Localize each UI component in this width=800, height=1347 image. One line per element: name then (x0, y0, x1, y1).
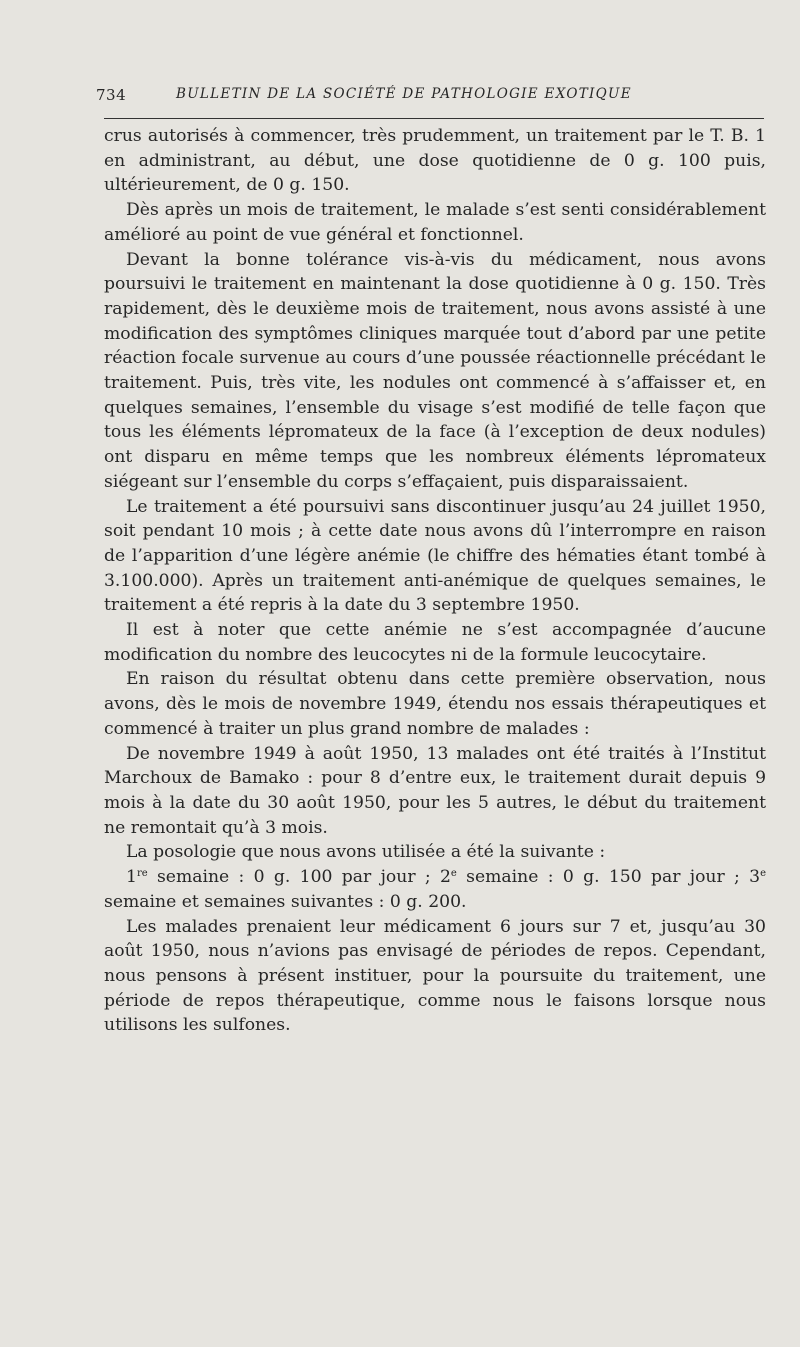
paragraph-continuation: crus autorisés à commencer, très prudemment, un traitement par le T. B. 1 en administrant, au début, une dose quotidienne de 0 g. 100 puis, ultérieurement, de 0 g. 150. (104, 126, 766, 196)
paragraph: Dès après un mois de traitement, le malade s’est senti considérablement amélioré au point de vue général et fonctionnel. (104, 200, 766, 245)
week2-number: 2 (439, 867, 451, 888)
dosage-schedule (104, 865, 766, 914)
paragraph: Les malades prenaient leur médicament 6 jours sur 7 et, jusqu’au 30 août 1950, nous n’avions pas envisagé de périodes de repos. Cependant, nous pensons à présent instituer, pour la poursuite du traitement, une période de repos thérapeutique, comme nous le faisons lorsque nous utilisons les sulfones. (104, 916, 766, 1036)
paragraph: En raison du résultat obtenu dans cette première observation, nous avons, dès le mois de novembre 1949, étendu nos essais thérapeutiques et commencé à traiter un plus grand nombre de malades : (104, 669, 766, 739)
week1-dose: semaine : 0 g. 100 par jour ; (147, 867, 440, 888)
paragraph: De novembre 1949 à août 1950, 13 malades ont été traités à l’Institut Marchoux de Bamako : pour 8 d’entre eux, le traitement durait depuis 9 mois à la date du 30 août 1950, pour les 5 autres, le début du traitement ne remontait qu’à 3 mois. (104, 743, 766, 838)
page-header (96, 86, 766, 112)
week3-dose: semaine et semaines suivantes : 0 g. 200. (104, 891, 467, 912)
paragraph: La posologie que nous avons utilisée a été la suivante : (126, 842, 606, 863)
week3-number: 3 (749, 867, 761, 888)
week3-ordinal: e (760, 868, 766, 880)
running-title: BULLETIN DE LA SOCIÉTÉ DE PATHOLOGIE EXOTIQUE (176, 86, 632, 102)
page-number: 734 (96, 86, 127, 104)
week1-ordinal: re (136, 868, 148, 880)
article-body (104, 124, 766, 1038)
paragraph: Devant la bonne tolérance vis-à-vis du médicament, nous avons poursuivi le traitement en maintenant la dose quotidienne à 0 g. 150. Très rapidement, dès le deuxième mois de traitement, nous avons assisté à une modification des symptômes cliniques marquée tout d’abord par une petite réaction focale survenue au cours d’une poussée réactionnelle précédant le traitement. Puis, très vite, les nodules ont commencé à s’affaisser et, en quelques semaines, l’ensemble du visage s’est modifié de telle façon que tous les éléments lépromateux de la face (à l’exception de deux nodules) ont disparu en même temps que les nombreux éléments lépromateux siégeant sur l’ensemble du corps s’effaçaient, puis disparaissaient. (104, 249, 766, 492)
week1-number: 1 (126, 867, 137, 888)
paragraph: Le traitement a été poursuivi sans discontinuer jusqu’au 24 juillet 1950, soit pendant 10 mois ; à cette date nous avons dû l’interrompre en raison de l’apparition d’une légère anémie (le chiffre des hématies étant tombé à 3.100.000). Après un traitement anti-anémique de quelques semaines, le traitement a été repris à la date du 3 septembre 1950. (104, 496, 766, 616)
paragraph: Il est à noter que cette anémie ne s’est accompagnée d’aucune modification du nombre des leucocytes ni de la formule leucocytaire. (104, 620, 766, 665)
week2-dose: semaine : 0 g. 150 par jour ; (456, 867, 750, 888)
week2-ordinal: e (450, 868, 457, 880)
header-rule (104, 118, 764, 119)
